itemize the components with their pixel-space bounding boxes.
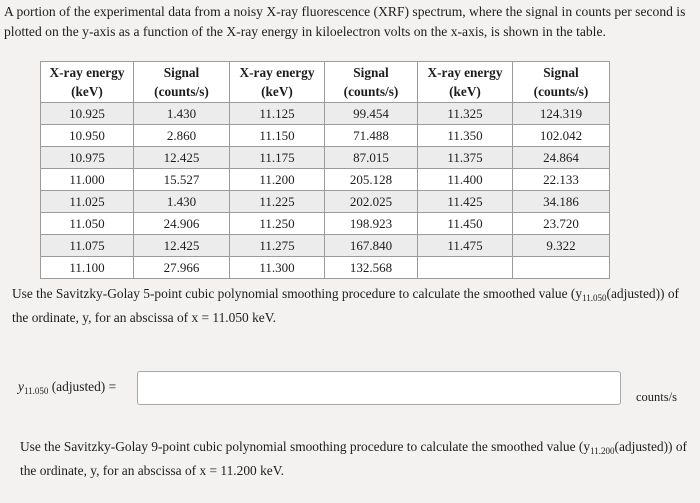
signal-cell: 24.864: [513, 147, 610, 169]
table-row: [41, 213, 610, 235]
column-header: [41, 62, 134, 103]
energy-cell: 11.475: [418, 235, 513, 257]
signal-cell: 27.966: [134, 257, 230, 279]
column-header: [134, 62, 230, 103]
question-9-point: [20, 437, 688, 481]
column-header-line: Signal: [163, 65, 200, 80]
question-5-point-text-b: (adjusted)) of the ordinate, y, for an abscissa of x = 11.050 keV.: [12, 286, 680, 325]
energy-cell: 11.125: [230, 103, 325, 125]
energy-cell: 11.275: [230, 235, 325, 257]
table-row: [41, 235, 610, 257]
signal-cell: 99.454: [325, 103, 418, 125]
question-9-point-text-a: Use the Savitzky-Golay 9-point cubic polynomial smoothing procedure to calculate the smoothed value (y: [20, 439, 591, 454]
answer-label-rest: (adjusted) =: [48, 379, 117, 394]
energy-cell: 11.325: [418, 103, 513, 125]
signal-cell: 124.319: [513, 103, 610, 125]
energy-cell: 11.225: [230, 191, 325, 213]
energy-cell: 11.150: [230, 125, 325, 147]
table-row: [41, 125, 610, 147]
column-header-line: (keV): [449, 84, 481, 99]
energy-cell: 11.300: [230, 257, 325, 279]
xrf-data-table: [40, 61, 610, 279]
answer-label-subscript: 11.050: [23, 386, 49, 396]
column-header-line: (keV): [261, 84, 293, 99]
energy-cell: 10.950: [41, 125, 134, 147]
energy-cell: 11.400: [418, 169, 513, 191]
signal-cell: 205.128: [325, 169, 418, 191]
signal-cell: 202.025: [325, 191, 418, 213]
signal-cell: 2.860: [134, 125, 230, 147]
energy-cell: 11.000: [41, 169, 134, 191]
answer-label: [18, 379, 116, 396]
energy-cell: 11.375: [418, 147, 513, 169]
column-header-line: (counts/s): [533, 84, 589, 99]
answer-label-variable: y: [18, 379, 24, 394]
signal-cell: 71.488: [325, 125, 418, 147]
column-header-line: X-ray energy: [427, 65, 503, 80]
column-header-line: (keV): [71, 84, 103, 99]
column-header: [418, 62, 513, 103]
column-header: [230, 62, 325, 103]
energy-cell: [418, 257, 513, 279]
signal-cell: 198.923: [325, 213, 418, 235]
energy-cell: 11.175: [230, 147, 325, 169]
column-header-line: Signal: [543, 65, 579, 80]
signal-cell: 132.568: [325, 257, 418, 279]
energy-cell: 11.200: [230, 169, 325, 191]
signal-cell: 9.322: [513, 235, 610, 257]
signal-cell: 12.425: [134, 147, 230, 169]
question-5-point: [12, 284, 690, 328]
energy-cell: 11.425: [418, 191, 513, 213]
smoothed-value-input[interactable]: [137, 371, 621, 405]
table-row: [41, 257, 610, 279]
table-row: [41, 147, 610, 169]
signal-cell: 1.430: [134, 191, 230, 213]
problem-intro: A portion of the experimental data from a noisy X-ray fluorescence (XRF) spectrum, where the signal in counts per second is plotted on the y-axis as a function of the X-ray energy in kiloelectron volts on the x-axis, is shown in the table.: [4, 4, 686, 39]
energy-cell: 11.250: [230, 213, 325, 235]
energy-cell: 11.075: [41, 235, 134, 257]
column-header-line: (counts/s): [154, 84, 209, 99]
question-5-point-text-a: Use the Savitzky-Golay 5-point cubic polynomial smoothing procedure to calculate the smoothed value (y: [12, 286, 583, 301]
question-5-point-subscript: 11.050: [582, 293, 607, 303]
unit-label: counts/s: [636, 390, 677, 404]
energy-cell: 11.100: [41, 257, 134, 279]
signal-cell: 102.042: [513, 125, 610, 147]
signal-cell: 15.527: [134, 169, 230, 191]
column-header: [513, 62, 610, 103]
signal-cell: 87.015: [325, 147, 418, 169]
energy-cell: 11.050: [41, 213, 134, 235]
table-row: [41, 103, 610, 125]
table-header-row: [41, 62, 610, 103]
column-header: [325, 62, 418, 103]
signal-cell: [513, 257, 610, 279]
signal-cell: 12.425: [134, 235, 230, 257]
column-header-line: X-ray energy: [49, 65, 125, 80]
table-body: [41, 103, 610, 279]
signal-cell: 24.906: [134, 213, 230, 235]
column-header-line: (counts/s): [343, 84, 399, 99]
column-header-line: Signal: [353, 65, 389, 80]
energy-cell: 10.925: [41, 103, 134, 125]
signal-cell: 23.720: [513, 213, 610, 235]
signal-cell: 1.430: [134, 103, 230, 125]
signal-cell: 167.840: [325, 235, 418, 257]
energy-cell: 11.450: [418, 213, 513, 235]
question-9-point-text-b: (adjusted)) of the ordinate, y, for an abscissa of x = 11.200 keV.: [20, 439, 688, 478]
energy-cell: 11.350: [418, 125, 513, 147]
table-row: [41, 169, 610, 191]
table-row: [41, 191, 610, 213]
energy-cell: 10.975: [41, 147, 134, 169]
signal-cell: 22.133: [513, 169, 610, 191]
column-header-line: X-ray energy: [239, 65, 315, 80]
energy-cell: 11.025: [41, 191, 134, 213]
question-9-point-subscript: 11.200: [590, 446, 615, 456]
signal-cell: 34.186: [513, 191, 610, 213]
